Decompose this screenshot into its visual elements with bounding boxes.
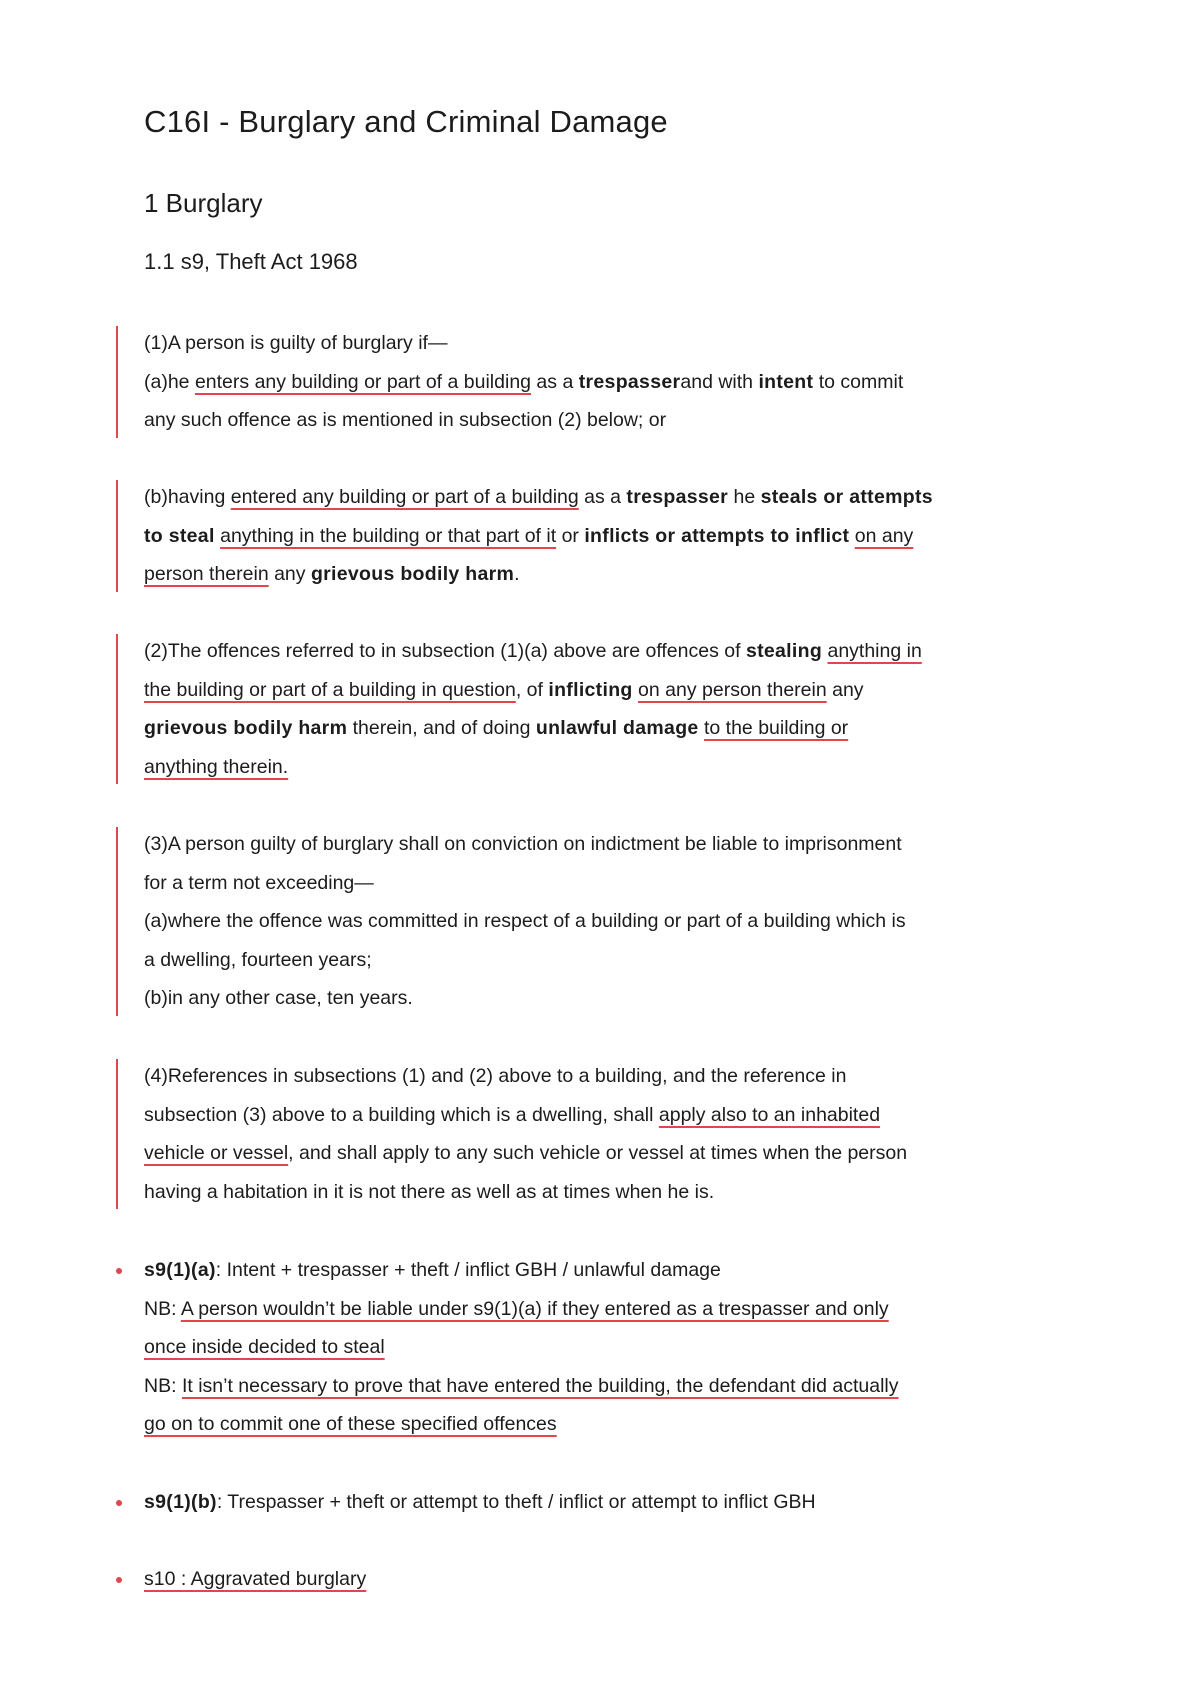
quote-line: to steal anything in the building or that part of it or inflicts or attempts to inflict on any [144, 524, 914, 547]
quote-line: (b)having entered any building or part of a building as a trespasser he steals or attempts [144, 486, 933, 508]
underlined-text: on any person therein [638, 678, 827, 701]
underlined-text: vehicle or vessel [144, 1142, 289, 1165]
bullet-line: NB: A person wouldn’t be liable under s9(1)(a) if they entered as a trespasser and only [144, 1297, 889, 1320]
quote-line: (b)in any other case, ten years. [144, 987, 413, 1010]
quote-line: (3)A person guilty of burglary shall on conviction on indictment be liable to imprisonment [144, 833, 902, 855]
bullet-line: s9(1)(b): Trespasser + theft or attempt to theft / inflict or attempt to inflict GBH [144, 1491, 816, 1513]
quote-line: vehicle or vessel, and shall apply to any such vehicle or vessel at times when the person [144, 1142, 908, 1165]
page-title: C16I - Burglary and Criminal Damage [144, 104, 668, 139]
bold-text: grievous bodily harm [144, 717, 348, 740]
quote-line: (a)where the offence was committed in respect of a building or part of a building which is [144, 910, 906, 933]
quote-line: (1)A person is guilty of burglary if— [144, 332, 448, 354]
underlined-text: the building or part of a building in question [144, 678, 516, 701]
quote-line [144, 748, 1064, 787]
bullet-line [144, 1405, 1064, 1444]
quote-line: person therein any grievous bodily harm. [144, 563, 520, 586]
bullet-s9-1a [144, 1251, 1064, 1444]
quote-line: any such offence as is mentioned in subsection (2) below; or [144, 409, 667, 432]
subsection-heading: 1.1 s9, Theft Act 1968 [144, 249, 358, 274]
bullet-dot-icon [116, 1500, 122, 1506]
blockquote-s9-1a [144, 324, 1064, 440]
bold-text: to steal [144, 524, 215, 547]
bold-text: inflicts or attempts to inflict [584, 524, 850, 547]
underlined-text: entered any building or part of a building [230, 486, 579, 508]
quote-line: subsection (3) above to a building which is a dwelling, shall apply also to an inhabited [144, 1103, 881, 1126]
bullet-line: NB: It isn’t necessary to prove that have entered the building, the defendant did actually [144, 1374, 899, 1397]
bullet-line: s9(1)(a): Intent + trespasser + theft / inflict GBH / unlawful damage [144, 1259, 721, 1281]
blockquote-s9-4 [144, 1057, 1064, 1211]
bullet-dot-icon [116, 1268, 122, 1274]
quote-line: for a term not exceeding— [144, 871, 374, 894]
underlined-text: on any [854, 524, 914, 547]
bold-text: stealing [745, 640, 823, 662]
blockquote-s9-3 [144, 825, 1064, 1018]
underlined-text: A person wouldn’t be liable under s9(1)(a) if they entered as a trespasser and only [180, 1297, 889, 1320]
underlined-text: anything in [827, 640, 922, 662]
bold-text: trespasser [578, 370, 681, 393]
bold-text: s9(1)(a) [144, 1259, 216, 1281]
quote-line: the building or part of a building in question, of inflicting on any person therein any [144, 678, 864, 701]
quote-line: a dwelling, fourteen years; [144, 948, 372, 971]
quote-line: having a habitation in it is not there as well as at times when he is. [144, 1180, 715, 1203]
section-heading: 1 Burglary [144, 188, 263, 218]
bold-text: grievous bodily harm [310, 563, 515, 586]
bold-text: s9(1)(b) [144, 1491, 217, 1513]
bold-text: steals or attempts [760, 486, 933, 508]
underlined-text: apply also to an inhabited [658, 1103, 881, 1126]
underlined-text: to the building or [703, 717, 849, 740]
bold-text: intent [758, 370, 814, 393]
quote-line: (a)he enters any building or part of a building as a trespasserand with intent to commit [144, 370, 904, 393]
underlined-text: person therein [144, 563, 269, 586]
quote-line: (2)The offences referred to in subsection (1)(a) above are offences of stealing anything in [144, 640, 922, 662]
bold-text: inflicting [548, 678, 633, 701]
quote-line: grievous bodily harm therein, and of doing unlawful damage to the building or [144, 717, 849, 740]
underlined-text: enters any building or part of a building [194, 370, 532, 393]
quote-line: (4)References in subsections (1) and (2) above to a building, and the reference in [144, 1065, 847, 1087]
underlined-text: It isn’t necessary to prove that have entered the building, the defendant did actually [181, 1374, 899, 1397]
bullet-s9-1b [144, 1483, 1064, 1522]
bold-text: unlawful damage [535, 717, 699, 740]
bullet-dot-icon [116, 1577, 122, 1583]
underlined-text: s10 : Aggravated burglary [144, 1568, 367, 1590]
underlined-text: anything in the building or that part of it [220, 524, 557, 547]
blockquote-s9-1b [144, 478, 1064, 594]
blockquote-s9-2 [144, 632, 1064, 786]
underlined-text: go on to commit one of these specified offences [144, 1413, 557, 1436]
underlined-text: anything therein. [144, 755, 289, 778]
underlined-text: once inside decided to steal [144, 1336, 385, 1359]
bullet-line [144, 1560, 1064, 1599]
bullet-line [144, 1328, 1064, 1367]
bold-text: trespasser [626, 486, 729, 508]
bullet-s10 [144, 1560, 1064, 1599]
